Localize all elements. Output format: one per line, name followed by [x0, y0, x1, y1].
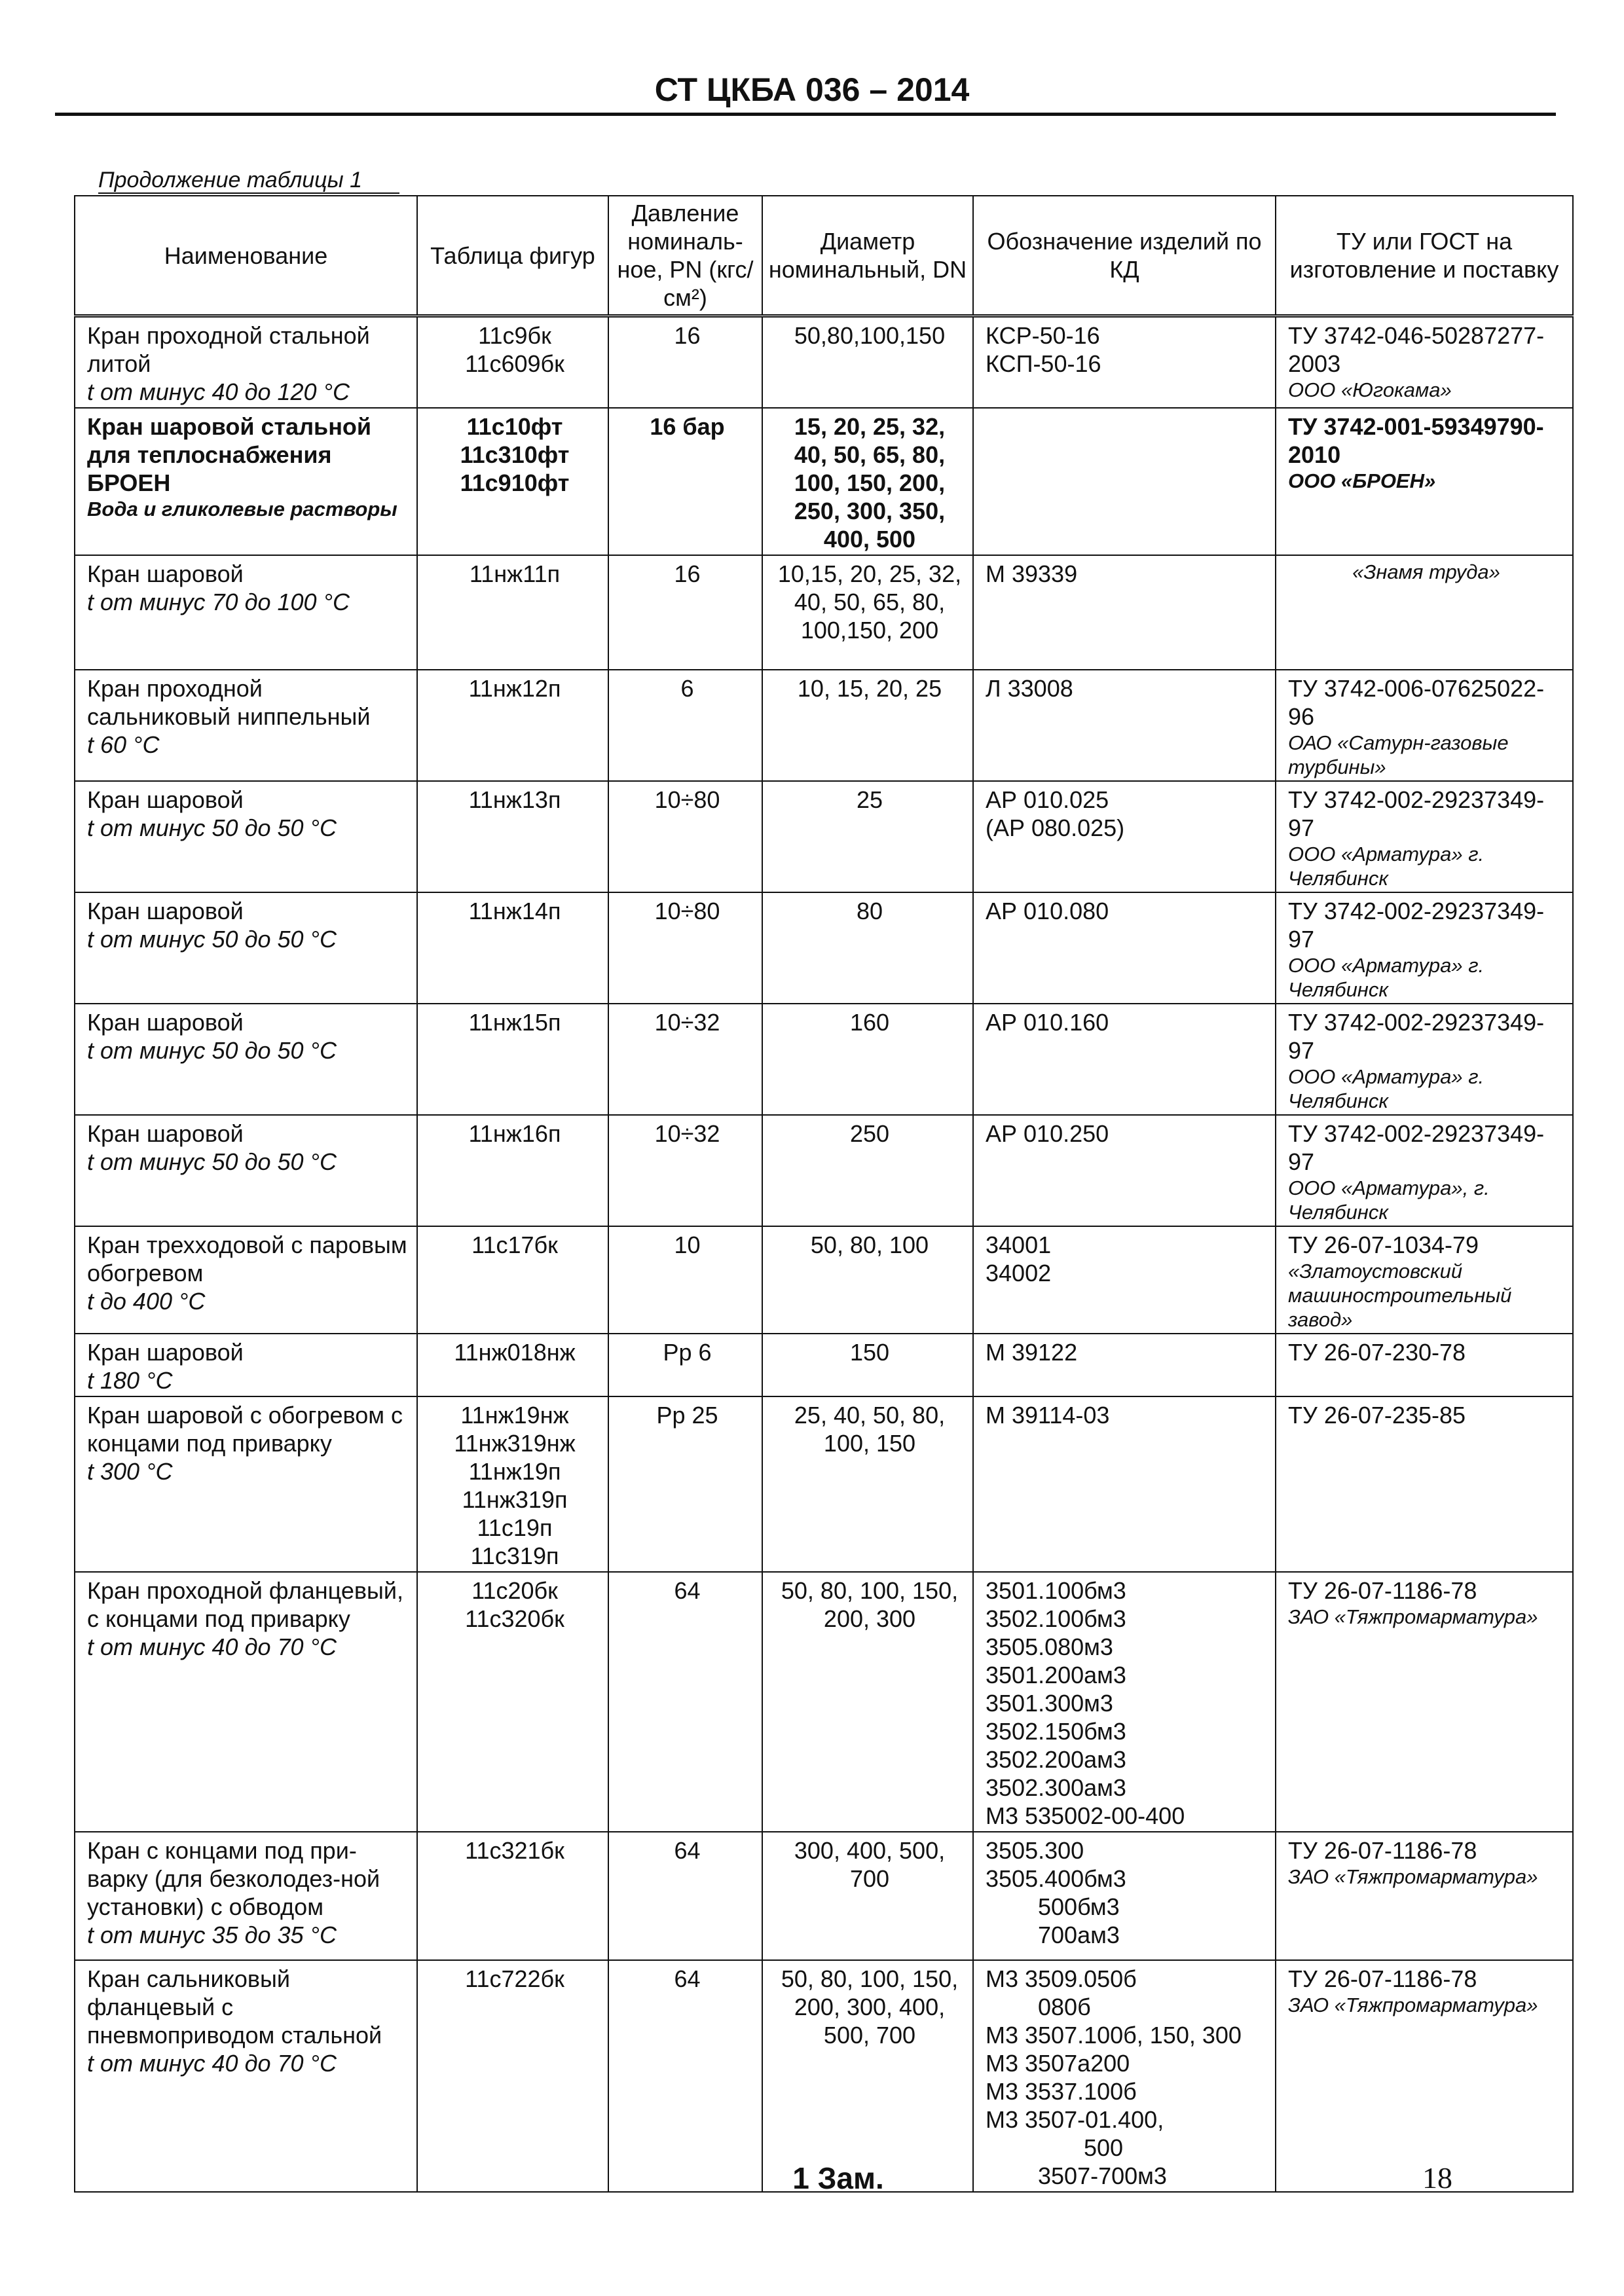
col-header-kd: Обозначение изделий по КД — [973, 196, 1276, 316]
cell-kd — [973, 1960, 1276, 2192]
item-name: Кран шаровой — [87, 1009, 244, 1036]
figure-code: 11с320бк — [465, 1605, 564, 1632]
cell-name — [75, 555, 417, 670]
figure-code: 11с722бк — [465, 1965, 564, 1992]
document-title: СТ ЦКБА 036 – 2014 — [654, 71, 970, 108]
kd-code: М3 535002-00-400 — [986, 1802, 1185, 1829]
figure-code: 11нж319нж — [454, 1430, 576, 1457]
item-condition: t от минус 40 до 70 °С — [87, 1633, 337, 1660]
cell-pressure: 10÷80 — [608, 781, 762, 892]
item-name: Кран трехходовой с паровым обогревом — [87, 1231, 407, 1286]
item-condition: t до 400 °С — [87, 1288, 206, 1315]
cell-diameter: 160 — [762, 1004, 973, 1115]
table-row — [75, 1334, 1573, 1396]
item-condition: t от минус 50 до 50 °С — [87, 1037, 337, 1064]
cell-kd — [973, 1832, 1276, 1960]
col-header-name: Наименование — [75, 196, 417, 316]
kd-code: 500 — [1084, 2134, 1124, 2161]
figure-code: 11с910фт — [460, 469, 570, 496]
table-row — [75, 408, 1573, 555]
manufacturer: ООО «Арматура» г. Челябинск — [1288, 1065, 1485, 1112]
kd-code: 3505.400бм3 — [986, 1865, 1126, 1892]
kd-code: 3501.300м3 — [986, 1690, 1113, 1717]
kd-code: 3501.100бм3 — [986, 1577, 1126, 1604]
cell-tu — [1276, 1226, 1573, 1334]
cell-pressure: 10 — [608, 1226, 762, 1334]
table-row — [75, 1396, 1573, 1572]
tu-code: ТУ 26-07-235-85 — [1288, 1402, 1466, 1429]
cell-pressure: Рр 25 — [608, 1396, 762, 1572]
kd-code: 3502.200ам3 — [986, 1746, 1126, 1773]
manufacturer: «Знамя труда» — [1352, 560, 1500, 583]
tu-code: ТУ 3742-006-07625022-96 — [1288, 675, 1545, 730]
col-header-pressure: Давление номиналь-ное, PN (кгс/см²) — [608, 196, 762, 316]
table-row — [75, 892, 1573, 1004]
table-caption: Продолжение таблицы 1 — [98, 168, 362, 192]
tu-code: ТУ 26-07-1034-79 — [1288, 1231, 1479, 1258]
col-header-figures: Таблица фигур — [417, 196, 608, 316]
figure-code: 11с319п — [470, 1542, 559, 1569]
manufacturer: ООО «Арматура», г. Челябинск — [1288, 1176, 1490, 1224]
item-name: Кран шаровой стальной для теплоснабжения БРОЕН — [87, 413, 372, 496]
cell-kd — [973, 408, 1276, 555]
figure-code: 11с310фт — [460, 441, 570, 468]
cell-kd — [973, 1115, 1276, 1226]
manufacturer: ОАО «Сатурн-газовые турбины» — [1288, 731, 1509, 778]
cell-diameter: 15, 20, 25, 32, 40, 50, 65, 80, 100, 150, 200, 250, 300, 350, 400, 500 — [762, 408, 973, 555]
col-header-diameter: Диаметр номинальный, DN — [762, 196, 973, 316]
tu-code: ТУ 3742-002-29237349-97 — [1288, 1009, 1545, 1064]
cell-figures — [417, 1115, 608, 1226]
manufacturer: ООО «БРОЕН» — [1288, 469, 1436, 492]
cell-kd — [973, 1004, 1276, 1115]
item-name: Кран шаровой — [87, 786, 244, 813]
cell-name — [75, 1334, 417, 1396]
item-condition: t от минус 50 до 50 °С — [87, 814, 337, 841]
figure-code: 11с321бк — [465, 1837, 564, 1864]
kd-code: КСР-50-16 — [986, 322, 1100, 349]
cell-figures — [417, 1226, 608, 1334]
figure-code: 11с10фт — [466, 413, 563, 440]
cell-tu — [1276, 408, 1573, 555]
cell-tu — [1276, 1334, 1573, 1396]
item-name: Кран шаровой — [87, 1120, 244, 1147]
manufacturer: ЗАО «Тяжпромарматура» — [1288, 1865, 1538, 1888]
tu-code: ТУ 3742-046-50287277-2003 — [1288, 322, 1545, 377]
cell-figures — [417, 1832, 608, 1960]
kd-code: М3 3507.100б, 150, 300 — [986, 2022, 1242, 2049]
cell-pressure: 64 — [608, 1960, 762, 2192]
cell-figures — [417, 1334, 608, 1396]
kd-code: АР 010.160 — [986, 1009, 1109, 1036]
cell-pressure: 10÷32 — [608, 1115, 762, 1226]
header-rule — [55, 113, 1556, 116]
cell-tu — [1276, 1832, 1573, 1960]
cell-diameter: 10,15, 20, 25, 32, 40, 50, 65, 80, 100,150, 200 — [762, 555, 973, 670]
cell-name — [75, 1572, 417, 1832]
page-number: 18 — [1422, 2161, 1452, 2195]
cell-figures — [417, 1960, 608, 2192]
cell-tu — [1276, 670, 1573, 781]
item-name: Кран проходной сальниковый ниппельный — [87, 675, 371, 730]
cell-pressure: 16 — [608, 555, 762, 670]
cell-figures — [417, 316, 608, 409]
cell-diameter: 300, 400, 500, 700 — [762, 1832, 973, 1960]
cell-kd — [973, 316, 1276, 409]
cell-name — [75, 408, 417, 555]
table-row — [75, 316, 1573, 409]
table-row — [75, 670, 1573, 781]
cell-name — [75, 670, 417, 781]
kd-code: 500бм3 — [1038, 1893, 1120, 1920]
figure-code: 11нж12п — [468, 675, 561, 702]
change-notice: 1 Зам. — [792, 2161, 884, 2195]
kd-code: 3507-700м3 — [1038, 2162, 1167, 2189]
cell-figures — [417, 670, 608, 781]
kd-code: 3502.100бм3 — [986, 1605, 1126, 1632]
figure-code: 11нж018нж — [454, 1339, 576, 1366]
table-row — [75, 555, 1573, 670]
cell-pressure: 10÷32 — [608, 1004, 762, 1115]
cell-name — [75, 1832, 417, 1960]
figure-code: 11с19п — [477, 1514, 553, 1541]
item-condition: Вода и гликолевые растворы — [87, 498, 397, 520]
cell-pressure: 10÷80 — [608, 892, 762, 1004]
kd-code: КСП-50-16 — [986, 350, 1101, 377]
cell-name — [75, 1960, 417, 2192]
kd-code: М 39122 — [986, 1339, 1078, 1366]
item-name: Кран проходной стальной литой — [87, 322, 370, 377]
cell-diameter: 80 — [762, 892, 973, 1004]
cell-tu — [1276, 892, 1573, 1004]
kd-code: М3 3507-01.400, — [986, 2106, 1164, 2133]
cell-name — [75, 892, 417, 1004]
kd-code: 3505.300 — [986, 1837, 1084, 1864]
tu-code: ТУ 26-07-1186-78 — [1288, 1837, 1477, 1864]
item-condition: t от минус 35 до 35 °С — [87, 1922, 337, 1948]
item-name: Кран проходной фланцевый, с концами под приварку — [87, 1577, 403, 1632]
cell-diameter: 50, 80, 100 — [762, 1226, 973, 1334]
cell-figures — [417, 1396, 608, 1572]
cell-diameter: 50,80,100,150 — [762, 316, 973, 409]
item-name: Кран шаровой — [87, 1339, 244, 1366]
kd-code: М 39339 — [986, 560, 1078, 587]
cell-kd — [973, 1572, 1276, 1832]
table-row — [75, 1004, 1573, 1115]
cell-diameter: 50, 80, 100, 150, 200, 300 — [762, 1572, 973, 1832]
table-row — [75, 1226, 1573, 1334]
cell-pressure: 16 бар — [608, 408, 762, 555]
cell-kd — [973, 892, 1276, 1004]
col-header-tu: ТУ или ГОСТ на изготовление и поставку — [1276, 196, 1573, 316]
kd-code: 34001 — [986, 1231, 1052, 1258]
cell-name — [75, 1004, 417, 1115]
cell-tu — [1276, 1960, 1573, 2192]
item-condition: t от минус 40 до 70 °С — [87, 2050, 337, 2077]
kd-code: М3 3507а200 — [986, 2050, 1130, 2077]
cell-tu — [1276, 1396, 1573, 1572]
cell-diameter: 10, 15, 20, 25 — [762, 670, 973, 781]
valves-table — [74, 195, 1574, 2193]
figure-code: 11с609бк — [465, 350, 564, 377]
kd-code: 080б — [1038, 1994, 1091, 2020]
cell-figures — [417, 781, 608, 892]
kd-code: М3 3509.050б — [986, 1965, 1137, 1992]
item-name: Кран сальниковый фланцевый с пневмоприводом стальной — [87, 1965, 382, 2049]
tu-code: ТУ 3742-001-59349790-2010 — [1288, 413, 1544, 468]
kd-code: М 39114-03 — [986, 1402, 1110, 1429]
manufacturer: ЗАО «Тяжпромарматура» — [1288, 1605, 1538, 1628]
tu-code: ТУ 3742-002-29237349-97 — [1288, 1120, 1545, 1175]
item-name: Кран с концами под при-варку (для безколодез-ной установки) с обводом — [87, 1837, 380, 1920]
cell-figures — [417, 1004, 608, 1115]
kd-code: 700ам3 — [1038, 1922, 1120, 1948]
item-condition: t от минус 70 до 100 °С — [87, 589, 350, 615]
item-condition: t от минус 40 до 120 °С — [87, 378, 350, 405]
manufacturer: ООО «Арматура» г. Челябинск — [1288, 843, 1485, 890]
table-header-row — [75, 196, 1573, 316]
cell-diameter: 25, 40, 50, 80, 100, 150 — [762, 1396, 973, 1572]
cell-kd — [973, 1396, 1276, 1572]
cell-pressure: 6 — [608, 670, 762, 781]
cell-tu — [1276, 781, 1573, 892]
cell-name — [75, 1396, 417, 1572]
figure-code: 11нж16п — [468, 1120, 561, 1147]
cell-kd — [973, 1334, 1276, 1396]
figure-code: 11нж19нж — [460, 1402, 569, 1429]
cell-tu — [1276, 1572, 1573, 1832]
tu-code: ТУ 26-07-230-78 — [1288, 1339, 1466, 1366]
tu-code: ТУ 3742-002-29237349-97 — [1288, 786, 1545, 841]
cell-kd — [973, 555, 1276, 670]
cell-kd — [973, 1226, 1276, 1334]
manufacturer: ЗАО «Тяжпромарматура» — [1288, 1994, 1538, 2016]
cell-tu — [1276, 555, 1573, 670]
table-row — [75, 1960, 1573, 2192]
cell-pressure: Рр 6 — [608, 1334, 762, 1396]
kd-code: Л 33008 — [986, 675, 1073, 702]
cell-figures — [417, 408, 608, 555]
kd-code: АР 010.080 — [986, 898, 1109, 924]
figure-code: 11с20бк — [471, 1577, 558, 1604]
table-row — [75, 781, 1573, 892]
tu-code: ТУ 26-07-1186-78 — [1288, 1965, 1477, 1992]
cell-diameter: 50, 80, 100, 150, 200, 300, 400, 500, 700 — [762, 1960, 973, 2192]
manufacturer: «Златоустовский машиностроительный завод» — [1288, 1260, 1512, 1331]
cell-tu — [1276, 1115, 1573, 1226]
cell-kd — [973, 670, 1276, 781]
figure-code: 11с9бк — [478, 322, 551, 349]
table-row — [75, 1832, 1573, 1960]
item-name: Кран шаровой — [87, 560, 244, 587]
kd-code: 3505.080м3 — [986, 1633, 1113, 1660]
figure-code: 11нж15п — [468, 1009, 561, 1036]
figure-code: 11нж14п — [468, 898, 561, 924]
figure-code: 11нж319п — [462, 1486, 568, 1513]
kd-code: (АР 080.025) — [986, 814, 1125, 841]
cell-tu — [1276, 316, 1573, 409]
cell-diameter: 250 — [762, 1115, 973, 1226]
item-name: Кран шаровой с обогревом с концами под приварку — [87, 1402, 403, 1457]
cell-kd — [973, 781, 1276, 892]
cell-name — [75, 1226, 417, 1334]
cell-name — [75, 1115, 417, 1226]
kd-code: АР 010.250 — [986, 1120, 1109, 1147]
kd-code: 3502.150бм3 — [986, 1718, 1126, 1745]
cell-name — [75, 781, 417, 892]
kd-code: 3502.300ам3 — [986, 1774, 1126, 1801]
cell-pressure: 16 — [608, 316, 762, 409]
table-row — [75, 1115, 1573, 1226]
item-condition: t 60 °С — [87, 731, 160, 758]
caption-underline — [98, 192, 399, 194]
kd-code: 34002 — [986, 1260, 1052, 1286]
figure-code: 11нж11п — [469, 560, 561, 587]
table-row — [75, 1572, 1573, 1832]
item-condition: t 180 °С — [87, 1367, 173, 1394]
cell-diameter: 150 — [762, 1334, 973, 1396]
manufacturer: ООО «Югокама» — [1288, 378, 1452, 401]
tu-code: ТУ 26-07-1186-78 — [1288, 1577, 1477, 1604]
figure-code: 11нж19п — [468, 1458, 561, 1485]
cell-figures — [417, 1572, 608, 1832]
tu-code: ТУ 3742-002-29237349-97 — [1288, 898, 1545, 953]
cell-name — [75, 316, 417, 409]
kd-code: АР 010.025 — [986, 786, 1109, 813]
item-condition: t 300 °С — [87, 1458, 173, 1485]
manufacturer: ООО «Арматура» г. Челябинск — [1288, 954, 1485, 1001]
item-name: Кран шаровой — [87, 898, 244, 924]
cell-pressure: 64 — [608, 1572, 762, 1832]
kd-code: М3 3537.100б — [986, 2078, 1137, 2105]
figure-code: 11нж13п — [468, 786, 561, 813]
cell-figures — [417, 555, 608, 670]
item-condition: t от минус 50 до 50 °С — [87, 1148, 337, 1175]
figure-code: 11с17бк — [471, 1231, 558, 1258]
cell-pressure: 64 — [608, 1832, 762, 1960]
cell-tu — [1276, 1004, 1573, 1115]
kd-code: 3501.200ам3 — [986, 1662, 1126, 1688]
cell-diameter: 25 — [762, 781, 973, 892]
item-condition: t от минус 50 до 50 °С — [87, 926, 337, 953]
cell-figures — [417, 892, 608, 1004]
